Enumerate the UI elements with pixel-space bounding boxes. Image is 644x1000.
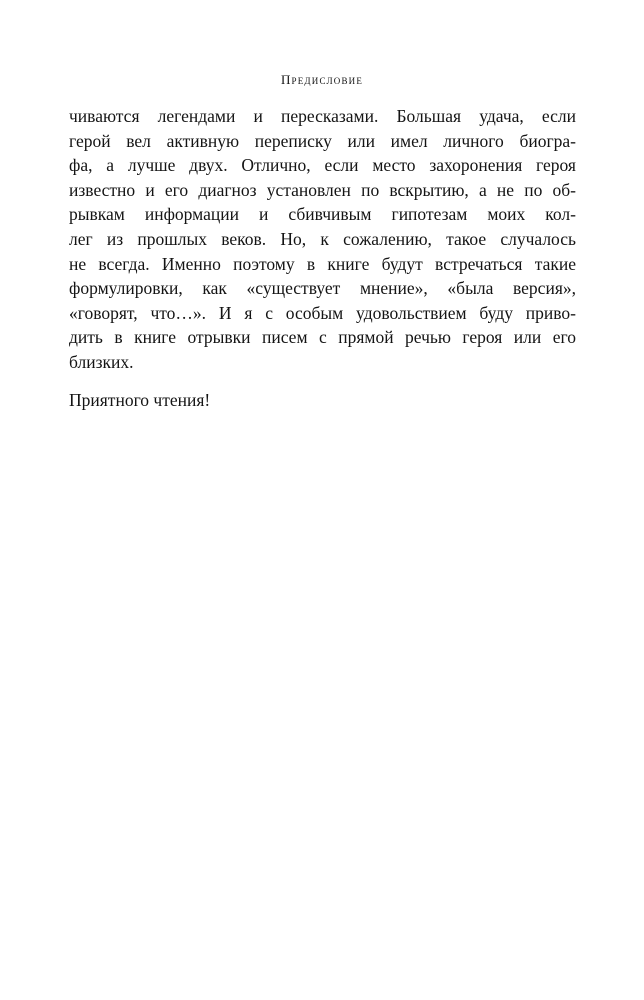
text-line: близких. [69, 351, 134, 372]
text-line: «говорят, что…». И я с особым удовольствием буду приво- [69, 302, 576, 323]
text-line: не всегда. Именно поэтому в книге будут встречаться такие [69, 253, 576, 274]
text-line: чиваются легендами и пересказами. Большая удача, если [69, 106, 576, 126]
text-line: герой вел активную переписку или имел личного биогра- [69, 130, 576, 151]
text-line: лег из прошлых веков. Но, к сожалению, такое случалось [69, 228, 576, 249]
body-text [69, 104, 576, 412]
text-line: рывкам информации и сбивчивым гипотезам моих кол- [69, 204, 576, 225]
text-line: формулировки, как «существует мнение», «была версия», [69, 278, 576, 299]
closing-line: Приятного чтения! [69, 389, 211, 410]
text-line: дить в книге отрывки писем с прямой речью героя или его [69, 327, 576, 348]
text-line: фа, а лучше двух. Отлично, если место захоронения героя [69, 155, 576, 176]
text-line: известно и его диагноз установлен по вскрытию, а не по об- [69, 179, 576, 200]
running-header: Предисловие [280, 72, 364, 87]
